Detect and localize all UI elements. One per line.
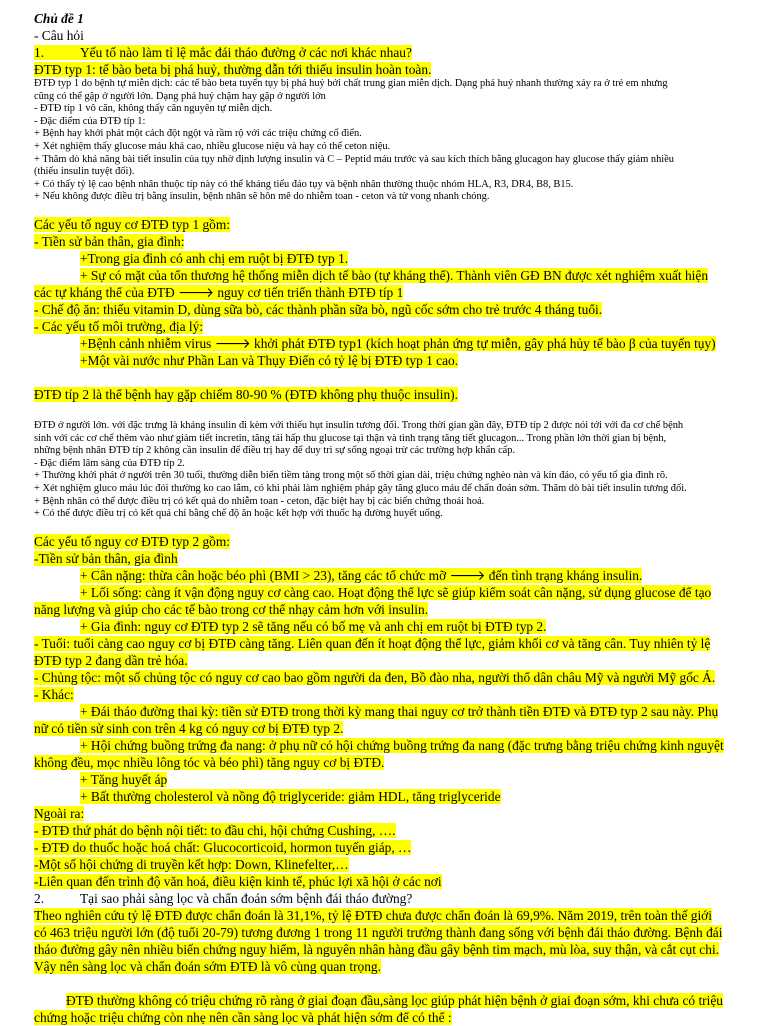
type1-detail-line: - ĐTĐ típ 1 vô căn, không thấy căn nguyên tự miễn dịch. [34, 103, 273, 115]
section-heading: - Câu hỏi [34, 28, 84, 43]
type2-detail-line: + Xét nghiệm gluco máu lúc đói thường ko cao lắm, có khi phải làm nghiệm pháp gây tăng gluco máu để chẩn đoán sớm. Thăm dò bài tiết insulin tương đối. [34, 482, 687, 494]
type2-risk-pregnancy: + Đái tháo đường thai kỳ: tiền sử ĐTĐ trong thời kỳ mang thai nguy cơ trở thành tiền ĐTĐ và ĐTĐ typ 2 sau này. Phụ [80, 703, 719, 719]
type2-detail-line: sinh với các cơ chế thêm vào như giảm tiết incretin, tăng tái hấp thu glucose tại thận và tình trạng tăng tiết glucagon... Trong phần lớn thời gian bị bệnh, [34, 432, 667, 444]
type1-detail-line: (thiếu insulin tuyệt đối). [34, 166, 135, 178]
question-2-para-line: Theo nghiên cứu tỷ lệ ĐTĐ được chẩn đoán là 31,1%, tỷ lệ ĐTĐ chưa được chẩn đoán là 69,9%. Năm 2019, trên toàn thế giới [34, 907, 712, 923]
question-2 [34, 890, 746, 907]
type1-risk-country: +Một vài nước như Phần Lan và Thụy Điển có tỷ lệ bị ĐTĐ typ 1 cao. [80, 352, 459, 368]
type2-lead: ĐTĐ típ 2 là thể bệnh hay gặp chiếm 80-90 % (ĐTĐ không phụ thuộc insulin). [34, 386, 458, 402]
type2-risk-age: - Tuổi: tuổi càng cao nguy cơ bị ĐTĐ càng tăng. Liên quan đến ít hoạt động thể lực, giảm khối cơ và tăng cân. Tuy nhiên tỷ lệ [34, 635, 711, 651]
type1-risk-diet: - Chế độ ăn: thiếu vitamin D, dùng sữa bò, các thành phần sữa bò, ngũ cốc sớm cho trẻ trước 4 tháng tuổi. [34, 301, 603, 317]
type1-risk-immune: + Sự có mặt của tổn thương hệ thống miễn dịch tế bào (tự kháng thể). Thành viên GĐ BN được xét nghiệm xuất hiện [80, 267, 709, 283]
question-2-text: Tại sao phải sàng lọc và chẩn đoán sớm bệnh đái tháo đường? [80, 890, 413, 906]
type2-detail-line: + Bệnh nhân có thể được điều trị có kết quả do nhiễm toan - ceton, đặc biệt hay bị các biến chứng thoái hoá. [34, 495, 485, 507]
type1-risk-history: - Tiền sử bản thân, gia đình: [34, 233, 185, 249]
type2-risk-pcos: + Hội chứng buồng trứng đa nang: ở phụ nữ có hội chứng buồng trứng đa nang (đặc trưng bằng triệu chứng kinh nguyệt [80, 737, 724, 753]
besides-section [34, 805, 746, 890]
type2-risk-history: -Tiền sử bản thân, gia đình [34, 550, 178, 566]
type2-risk-pcos-cont: không đều, mọc nhiều lông tóc và béo phì) tăng nguy cơ bị ĐTĐ. [34, 754, 385, 770]
question-2-para-line: Vậy nên sàng lọc và chẩn đoán sớm ĐTĐ là vô cùng quan trọng. [34, 958, 381, 974]
type2-risk-factors [34, 533, 746, 805]
type1-detail-line: + Có thấy tỷ lệ cao bệnh nhân thuộc típ này có thể kháng tiểu đảo tụy và bệnh nhân thường thuộc nhóm HLA, R3, DR4, B8, B15. [34, 178, 574, 190]
question-2-final: ĐTĐ thường không có triệu chứng rõ ràng ở giai đoạn đầu,sàng lọc giúp phát hiện bệnh ở giai đoạn sớm, khi chưa có triệu [66, 992, 723, 1008]
question-1 [34, 44, 746, 61]
type1-risk-family: +Trong gia đình có anh chị em ruột bị ĐTĐ typ 1. [80, 250, 349, 266]
doc-title: Chủ đề 1 [34, 11, 84, 26]
question-1-text: Yếu tố nào làm tỉ lệ mắc đái tháo đường ở các nơi khác nhau? [80, 45, 412, 60]
question-1-number: 1. [34, 45, 45, 60]
type1-detail-line: + Nếu không được điều trị bằng insulin, bệnh nhân sẽ hôn mê do nhiễm toan - ceton và tử vong nhanh chóng. [34, 191, 490, 203]
besides-item: - ĐTĐ do thuốc hoặc hoá chất: Glucocorticoid, hormon tuyến giáp, … [34, 839, 412, 855]
type1-detail-line: ĐTĐ typ 1 do bệnh tự miễn dịch: các tế bào beta tuyến tụy bị phá huỷ bởi chất trung gian miễn dịch. Dạng phá huỷ nhanh thường xảy ra ở trẻ em nhưng [34, 78, 668, 89]
besides-title: Ngoài ra: [34, 805, 85, 821]
question-2-paragraph [34, 907, 746, 975]
besides-item: -Liên quan đến trình độ văn hoá, điều kiện kinh tế, phúc lợi xã hội ở các nơi [34, 873, 442, 889]
type2-details [34, 420, 746, 521]
type1-detail-line: cũng có thể gặp ở người lớn. Dạng phá huỷ chậm hay gặp ở người lớn [34, 90, 326, 102]
type1-risk-environment: - Các yếu tố môi trường, địa lý: [34, 318, 204, 334]
question-2-para-line: tháo đường gây nên nhiều biến chứng nguy hiểm, là nguyên nhân hàng đầu gây bệnh tim mạch, mù lòa, suy thận, và cắt cụt chi. [34, 941, 720, 957]
type2-detail-line: + Có thể được điều trị có kết quả chỉ bằng chế độ ăn hoặc kết hợp với thuốc hạ đường huyết uống. [34, 508, 443, 520]
type2-risk-age-cont: ĐTĐ typ 2 đang dần trẻ hóa. [34, 652, 188, 668]
type1-lead: ĐTĐ typ 1: tế bào beta bị phá huỷ, thường dẫn tới thiếu insulin hoàn toàn. [34, 62, 432, 77]
type1-risk-virus: +Bệnh cảnh nhiễm virus 🡒 khởi phát ĐTĐ typ1 (kích hoạt phản ứng tự miễn, gây phá hủy tế bào β của tuyến tụy) [80, 335, 716, 351]
question-2-para-line: có 463 triệu người lớn (độ tuổi 20-79) tương đương 1 trong 11 người trưởng thành đang sống với bệnh đái tháo đường. Bệnh đái [34, 924, 723, 940]
besides-item: - ĐTĐ thứ phát do bệnh nội tiết: to đầu chi, hội chứng Cushing, …. [34, 822, 396, 838]
type1-risk-factors [34, 216, 746, 369]
type1-details [34, 78, 746, 204]
type1-detail-line: - Đặc điểm của ĐTĐ típ 1: [34, 115, 146, 127]
type2-risk-race: - Chủng tộc: một số chủng tộc có nguy cơ cao bao gồm người da đen, Bồ đào nha, người thổ dân châu Mỹ và người Mỹ gốc Á. [34, 669, 716, 685]
question-2-final-cont: chứng hoặc triệu chứng còn nhẹ nên cần sàng lọc và phát hiện sớm để có thể : [34, 1009, 452, 1025]
type2-risk-title: Các yếu tố nguy cơ ĐTĐ typ 2 gồm: [34, 533, 231, 549]
type2-risk-pregnancy-cont: nữ có tiền sử sinh con trên 4 kg có nguy cơ bị ĐTĐ typ 2. [34, 720, 344, 736]
type2-detail-line: - Đặc điểm lâm sàng của ĐTĐ típ 2. [34, 457, 185, 469]
type2-risk-lifestyle-cont: năng lượng và giúp cho các tế bào trong cơ thể nhạy cảm hơn với insulin. [34, 601, 429, 617]
type2-detail-line: ĐTĐ ở người lớn. với đặc trưng là kháng insulin đi kèm với thiếu hụt insulin tương đối. Trong thời gian gần đây, ĐTĐ típ 2 được nói tới với đa cơ chế bệnh [34, 419, 684, 431]
type2-risk-other: - Khác: [34, 686, 74, 702]
type2-risk-lifestyle: + Lối sống: càng ít vận động nguy cơ càng cao. Hoạt động thể lực sẽ giúp kiểm soát cân nặng, sử dụng glucose để tạo [80, 584, 712, 600]
type1-detail-line: + Thăm dò khả năng bài tiết insulin của tụy nhờ định lượng insulin và C – Peptid máu trước và sau kích thích bằng glucagon hay glucose thấy giảm nhiều [34, 153, 674, 165]
type2-detail-line: những bệnh nhân ĐTĐ típ 2 không cần insulin để điều trị hay để duy trì sự sống ngoại trừ các trường hợp khẩn cấp. [34, 445, 516, 457]
type1-detail-line: + Xét nghiệm thấy glucose máu khá cao, nhiều glucose niệu và hay có thể ceton niệu. [34, 140, 391, 152]
type2-risk-weight: + Cân nặng: thừa cân hoặc béo phì (BMI > 23), tăng các tổ chức mỡ 🡒 đến tình trạng kháng insulin. [80, 567, 643, 583]
type2-risk-family: + Gia đình: nguy cơ ĐTĐ typ 2 sẽ tăng nếu có bố mẹ và anh chị em ruột bị ĐTĐ typ 2. [80, 618, 547, 634]
question-2-number: 2. [34, 890, 45, 906]
type2-risk-blood-pressure: + Tăng huyết áp [80, 771, 168, 787]
besides-item: -Một số hội chứng di truyền kết hợp: Down, Klinefelter,… [34, 856, 349, 872]
type1-detail-line: + Bệnh hay khởi phát một cách đột ngột và rầm rộ với các triệu chứng cổ điển. [34, 128, 362, 140]
type2-risk-cholesterol: + Bất thường cholesterol và nồng độ triglyceride: giảm HDL, tăng triglyceride [80, 788, 501, 804]
type1-risk-title: Các yếu tố nguy cơ ĐTĐ typ 1 gồm: [34, 216, 231, 232]
type2-detail-line: + Thường khởi phát ở người trên 30 tuổi, thường diễn biến tiềm tàng trong một số thời gian dài, triệu chứng nghèo nàn và kín đáo, có yếu tố gia đình rõ. [34, 470, 668, 482]
type1-risk-immune-cont: các tự kháng thể của ĐTĐ 🡒 nguy cơ tiến triển thành ĐTĐ típ 1 [34, 284, 404, 300]
